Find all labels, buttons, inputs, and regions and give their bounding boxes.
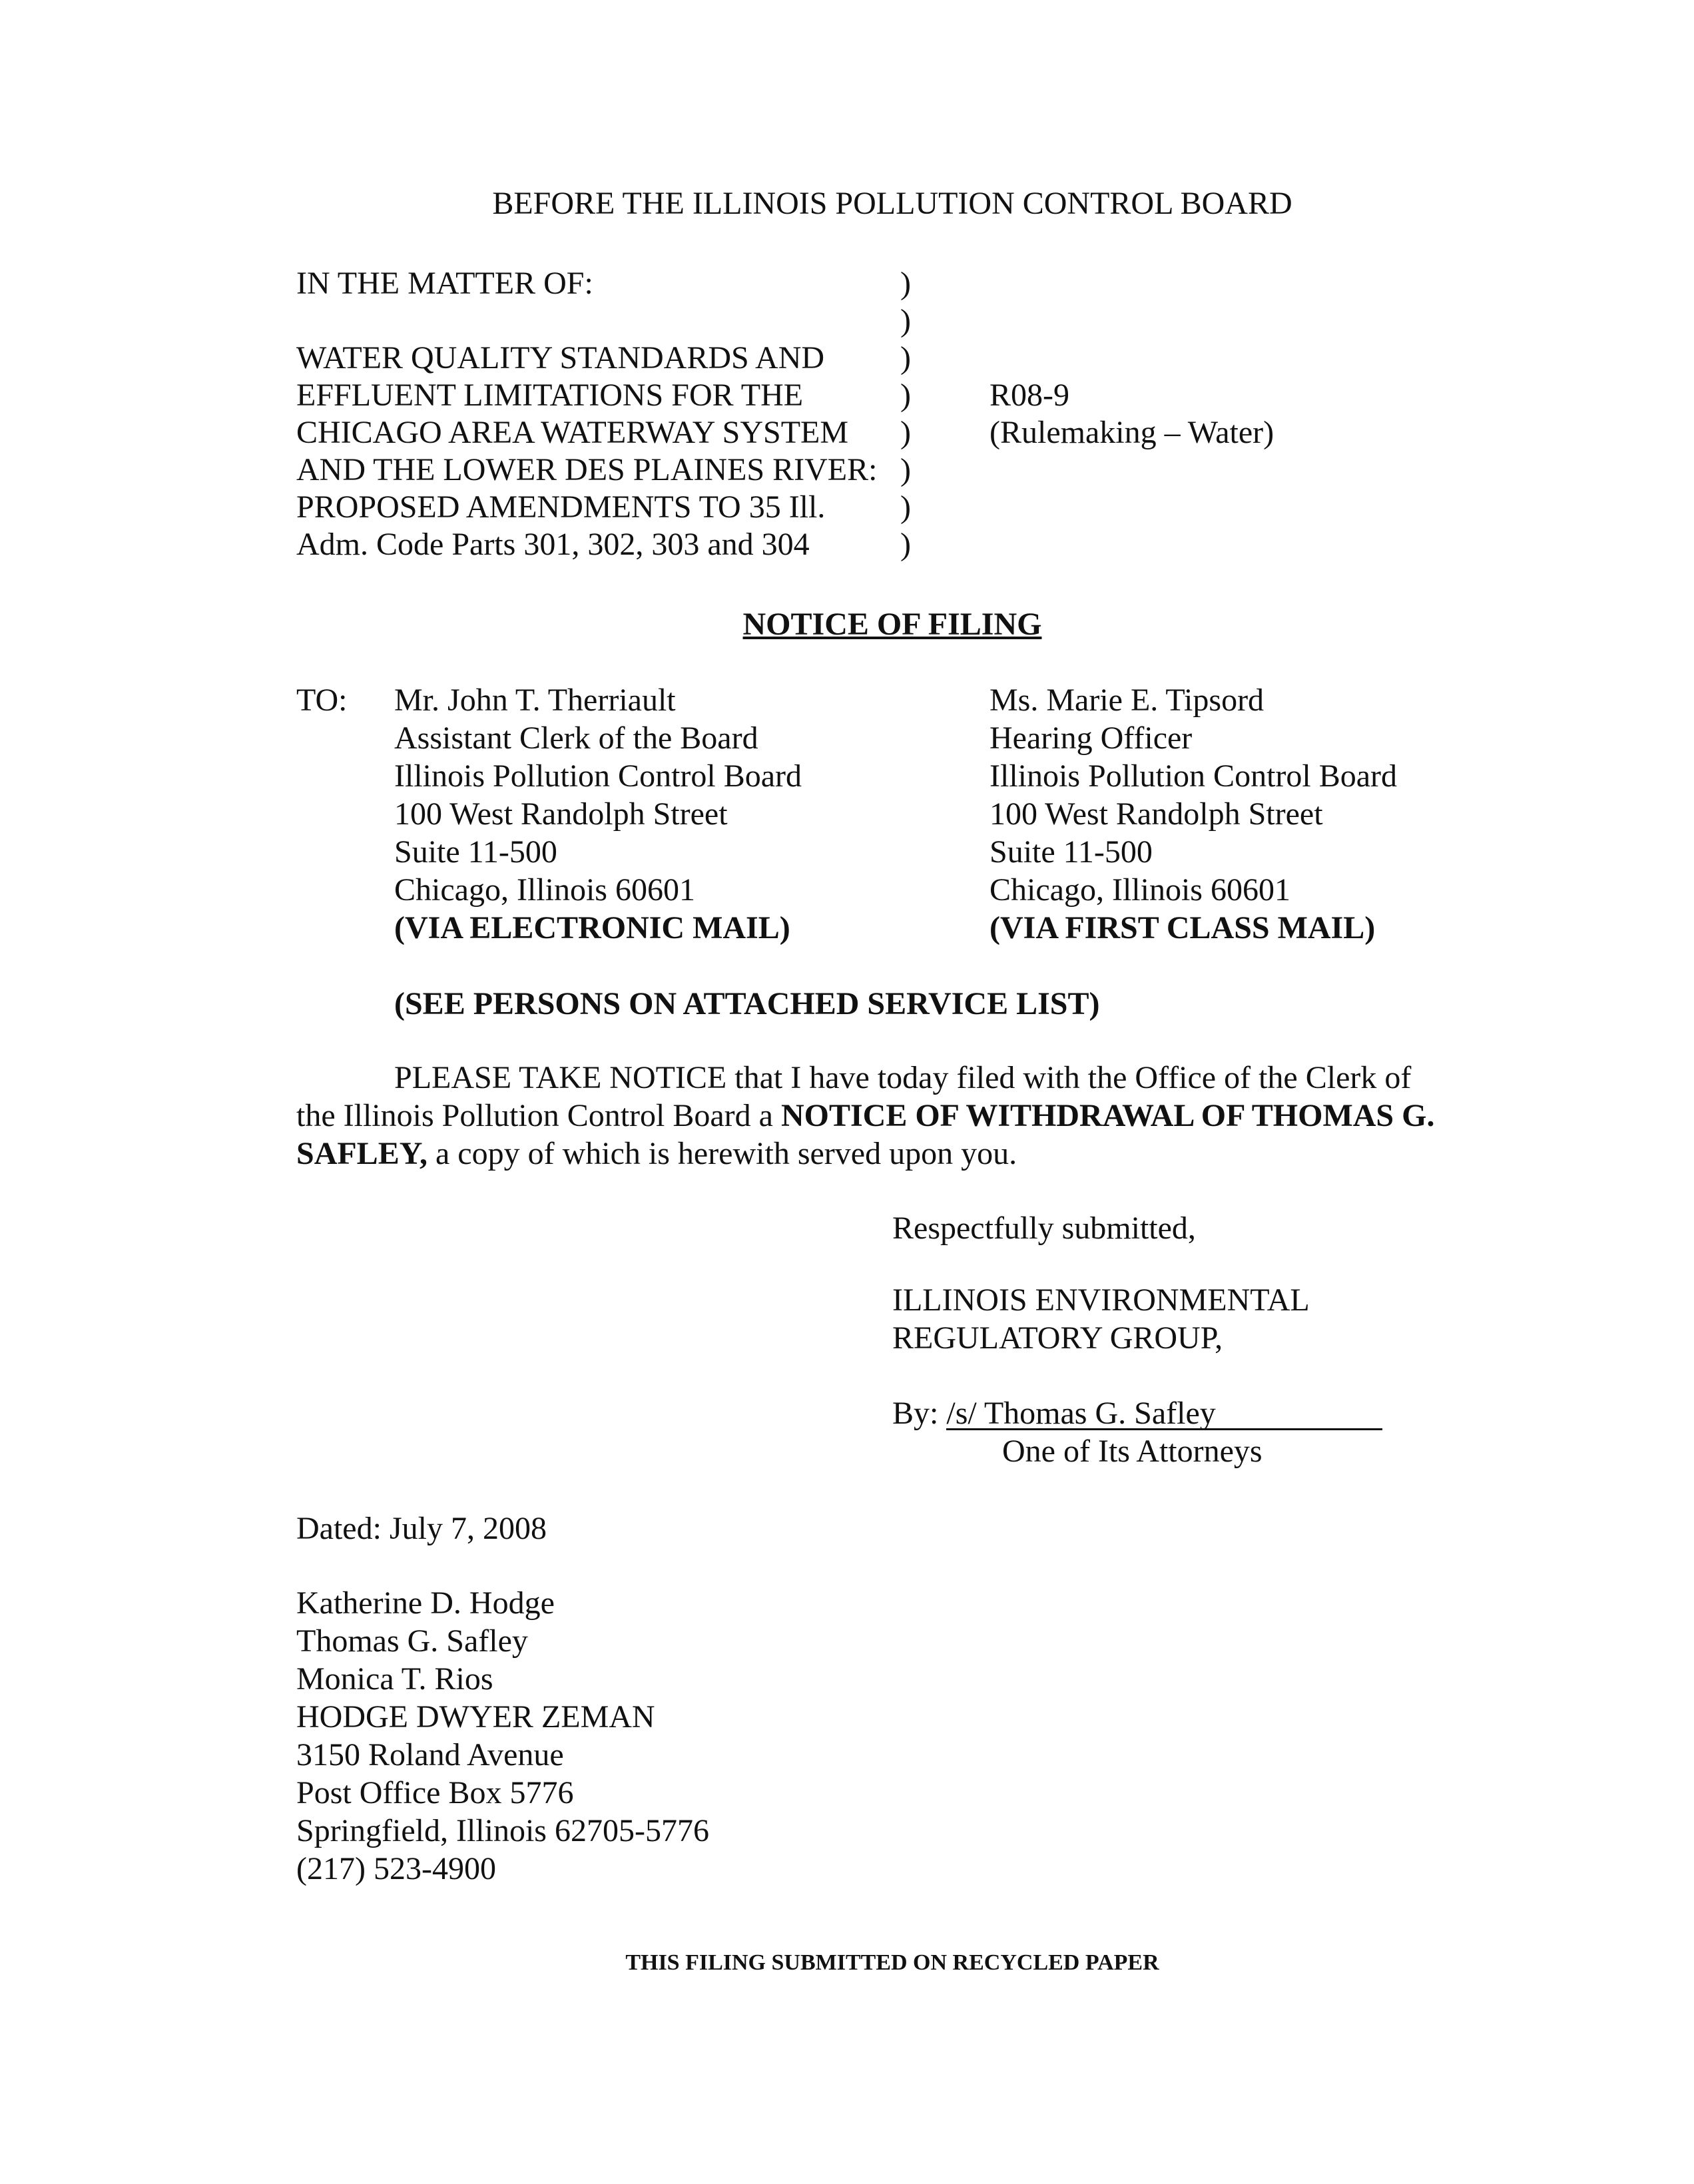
firm-line: HODGE DWYER ZEMAN xyxy=(296,1699,655,1735)
notice-body xyxy=(296,1059,1455,1173)
notice-title: NOTICE OF FILING xyxy=(742,607,1042,642)
address-line: Suite 11-500 xyxy=(989,834,1153,870)
firm-line: (217) 523-4900 xyxy=(296,1851,496,1886)
paren: ) xyxy=(900,415,911,450)
signer-title: One of Its Attorneys xyxy=(1002,1434,1263,1469)
org-line: ILLINOIS ENVIRONMENTAL xyxy=(892,1282,1310,1318)
paren: ) xyxy=(900,452,911,487)
recipient-hearing-officer xyxy=(989,682,1397,948)
paren: ) xyxy=(900,303,911,338)
address-line: Ms. Marie E. Tipsord xyxy=(989,682,1265,718)
closing-line: Respectfully submitted, xyxy=(892,1211,1196,1246)
footer-note: THIS FILING SUBMITTED ON RECYCLED PAPER xyxy=(625,1950,1159,1975)
address-line: 100 West Randolph Street xyxy=(394,796,728,832)
caption-parentheses xyxy=(900,265,911,563)
address-line: Mr. John T. Therriault xyxy=(394,682,676,718)
paren: ) xyxy=(900,489,911,525)
board-heading: BEFORE THE ILLINOIS POLLUTION CONTROL BOARD xyxy=(492,186,1292,221)
address-line: Chicago, Illinois 60601 xyxy=(394,872,695,908)
docket-number: R08-9 xyxy=(989,378,1069,413)
paren: ) xyxy=(900,527,911,562)
body-text: a copy of which is herewith served upon you. xyxy=(427,1136,1017,1171)
caption-line: AND THE LOWER DES PLAINES RIVER: xyxy=(296,452,878,487)
firm-line: Springfield, Illinois 62705-5776 xyxy=(296,1813,709,1848)
case-caption xyxy=(296,265,877,563)
address-line: Hearing Officer xyxy=(989,720,1193,756)
caption-line: IN THE MATTER OF: xyxy=(296,266,593,301)
recipient-clerk xyxy=(394,682,802,948)
docket-type: (Rulemaking – Water) xyxy=(989,415,1274,450)
address-line: Suite 11-500 xyxy=(394,834,557,870)
by-label: By: xyxy=(892,1396,939,1431)
firm-line: 3150 Roland Avenue xyxy=(296,1737,564,1773)
address-line: Chicago, Illinois 60601 xyxy=(989,872,1290,908)
caption-line: PROPOSED AMENDMENTS TO 35 Ill. xyxy=(296,489,826,525)
paren: ) xyxy=(900,266,911,301)
organization-name xyxy=(892,1282,1310,1358)
firm-line: Monica T. Rios xyxy=(296,1661,493,1697)
service-list-note: (SEE PERSONS ON ATTACHED SERVICE LIST) xyxy=(394,986,1100,1021)
caption-line: CHICAGO AREA WATERWAY SYSTEM xyxy=(296,415,849,450)
firm-line: Thomas G. Safley xyxy=(296,1623,528,1659)
firm-block xyxy=(296,1585,709,1888)
caption-line: EFFLUENT LIMITATIONS FOR THE xyxy=(296,378,804,413)
firm-line: Katherine D. Hodge xyxy=(296,1585,555,1621)
paren: ) xyxy=(900,378,911,413)
to-label: TO: xyxy=(296,682,348,718)
caption-line: WATER QUALITY STANDARDS AND xyxy=(296,340,825,376)
org-line: REGULATORY GROUP, xyxy=(892,1320,1223,1356)
address-line: Assistant Clerk of the Board xyxy=(394,720,758,756)
signature: /s/ Thomas G. Safley xyxy=(946,1399,1382,1430)
signature-line xyxy=(892,1395,1382,1432)
paren: ) xyxy=(900,340,911,376)
docket-info xyxy=(989,377,1274,451)
body-text: PLEASE TAKE NOTICE that I have today filed with the Office of the Clerk of the Illinois Pollution Control Board a xyxy=(296,1060,1412,1133)
address-line: Illinois Pollution Control Board xyxy=(989,758,1398,794)
delivery-method: (VIA ELECTRONIC MAIL) xyxy=(394,910,790,946)
address-line: 100 West Randolph Street xyxy=(989,796,1323,832)
firm-line: Post Office Box 5776 xyxy=(296,1775,574,1810)
delivery-method: (VIA FIRST CLASS MAIL) xyxy=(989,910,1376,946)
date-line: Dated: July 7, 2008 xyxy=(296,1511,547,1546)
caption-line: Adm. Code Parts 301, 302, 303 and 304 xyxy=(296,527,810,562)
address-line: Illinois Pollution Control Board xyxy=(394,758,802,794)
caption-line xyxy=(296,302,877,340)
body-bold-text: NOTICE OF WITHDRAWAL OF THOMAS G. SAFLEY, xyxy=(296,1098,1435,1171)
